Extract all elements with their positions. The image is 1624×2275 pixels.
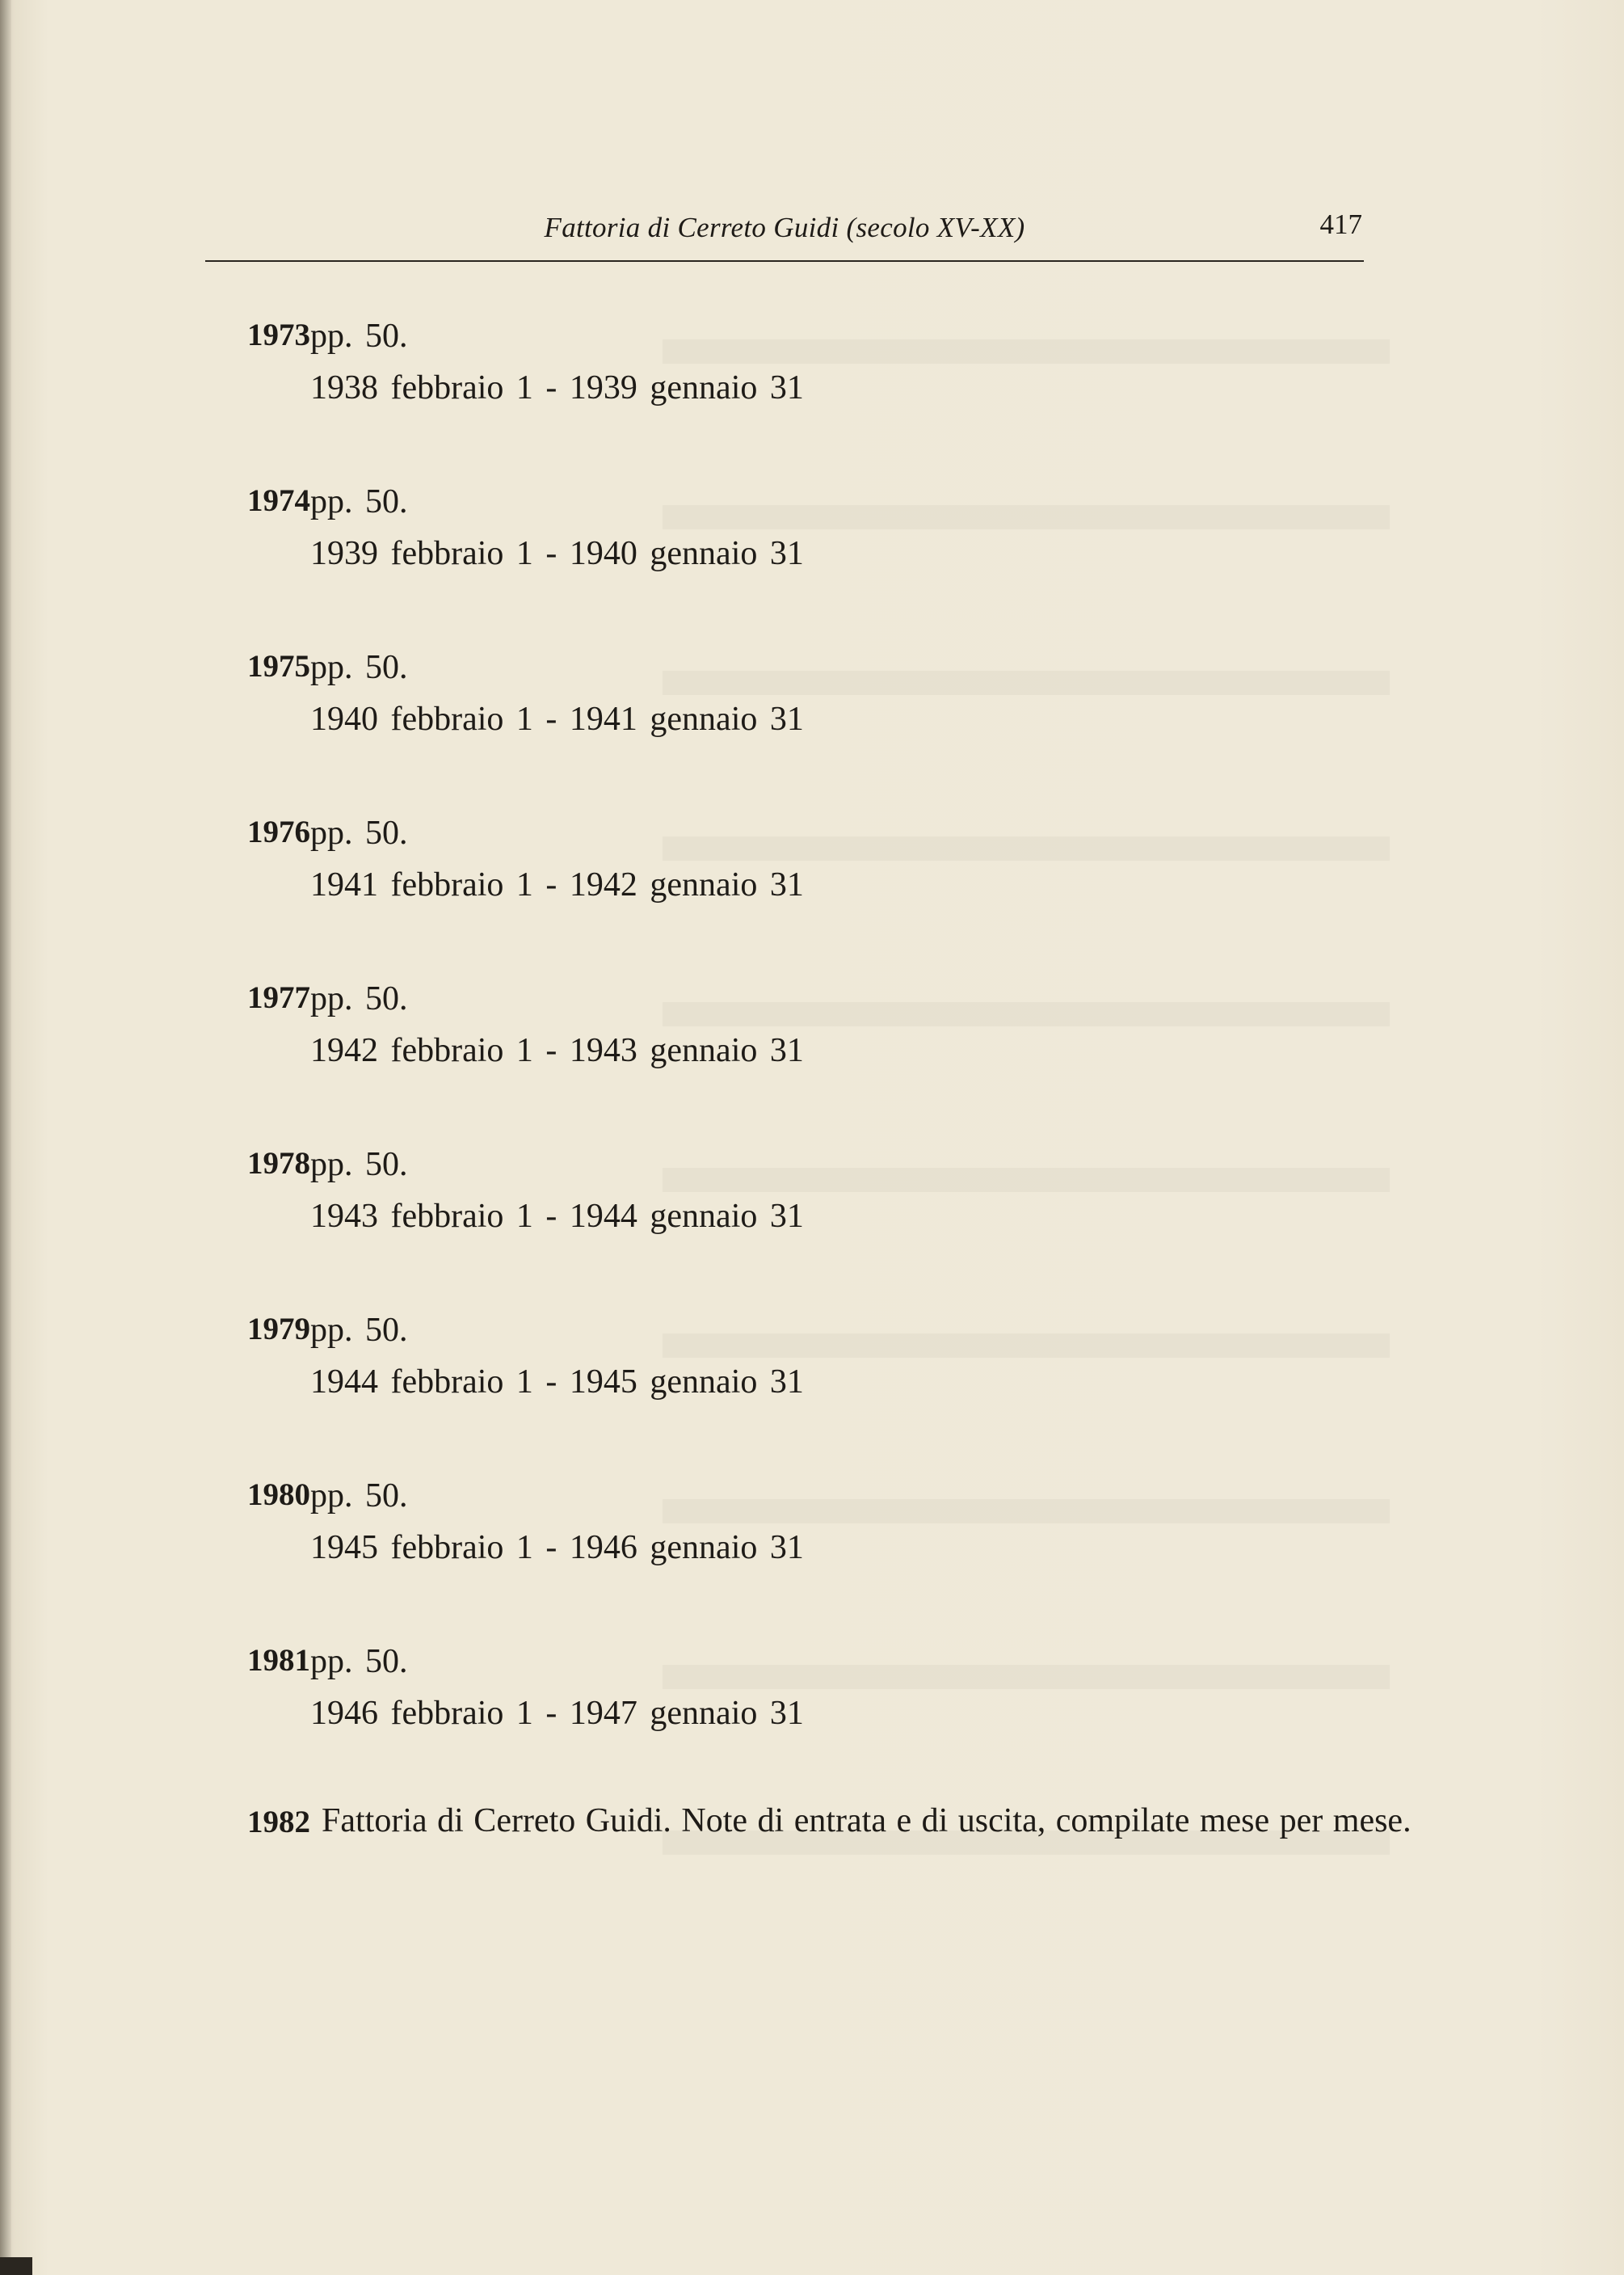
entry-number: 1980 [247,1477,310,1512]
entry-number: 1979 [247,1312,310,1346]
entry-dates: 1944 febbraio 1 - 1945 gennaio 31 [310,1363,804,1401]
entry-extent: pp. 50. [310,980,408,1017]
entry-dates: 1939 febbraio 1 - 1940 gennaio 31 [310,535,804,572]
entry-body [310,807,804,911]
entry-number: 1974 [247,483,310,518]
page-number: 417 [1319,209,1362,240]
entry-body [310,1139,804,1242]
entry-body [310,310,804,414]
entry-dates: 1943 febbraio 1 - 1944 gennaio 31 [310,1198,804,1235]
entry-extent: pp. 50. [310,1477,408,1515]
entry-body [310,1304,804,1408]
entry-extent: pp. 50. [310,318,408,355]
entry-description: Fattoria di Cerreto Guidi. Note di entrata e di uscita, compilate mese per mese. [322,1802,1412,1839]
entry-dates: 1942 febbraio 1 - 1943 gennaio 31 [310,1032,804,1069]
entry-number: 1981 [247,1643,310,1678]
entry-dates: 1938 febbraio 1 - 1939 gennaio 31 [310,369,804,407]
entry-dates: 1946 febbraio 1 - 1947 gennaio 31 [310,1695,804,1732]
entry-number: 1975 [247,649,310,684]
entry-body [310,973,804,1076]
entry-extent: pp. 50. [310,1312,408,1349]
entry-body [310,1470,804,1574]
entry-extent: pp. 50. [310,815,408,852]
entry-body [310,642,804,745]
entry-dates: 1940 febbraio 1 - 1941 gennaio 31 [310,701,804,738]
entry-body [310,1636,804,1739]
entry-number: 1982 [247,1805,310,1839]
entry-dates: 1945 febbraio 1 - 1946 gennaio 31 [310,1529,804,1566]
entry-number: 1976 [247,815,310,849]
entry-number: 1978 [247,1146,310,1181]
entry-dates: 1941 febbraio 1 - 1942 gennaio 31 [310,866,804,904]
entry-number: 1973 [247,318,310,352]
entry-extent: pp. 50. [310,649,408,686]
entry-body [310,476,804,579]
running-title: Fattoria di Cerreto Guidi (secolo XV-XX) [544,212,1025,243]
entry-extent: pp. 50. [310,483,408,520]
entry-extent: pp. 50. [310,1643,408,1680]
page-gutter-shadow [0,0,11,2275]
entry-number: 1977 [247,980,310,1015]
entry-extent: pp. 50. [310,1146,408,1183]
running-head [205,209,1364,262]
page-corner-shadow [0,2257,32,2275]
